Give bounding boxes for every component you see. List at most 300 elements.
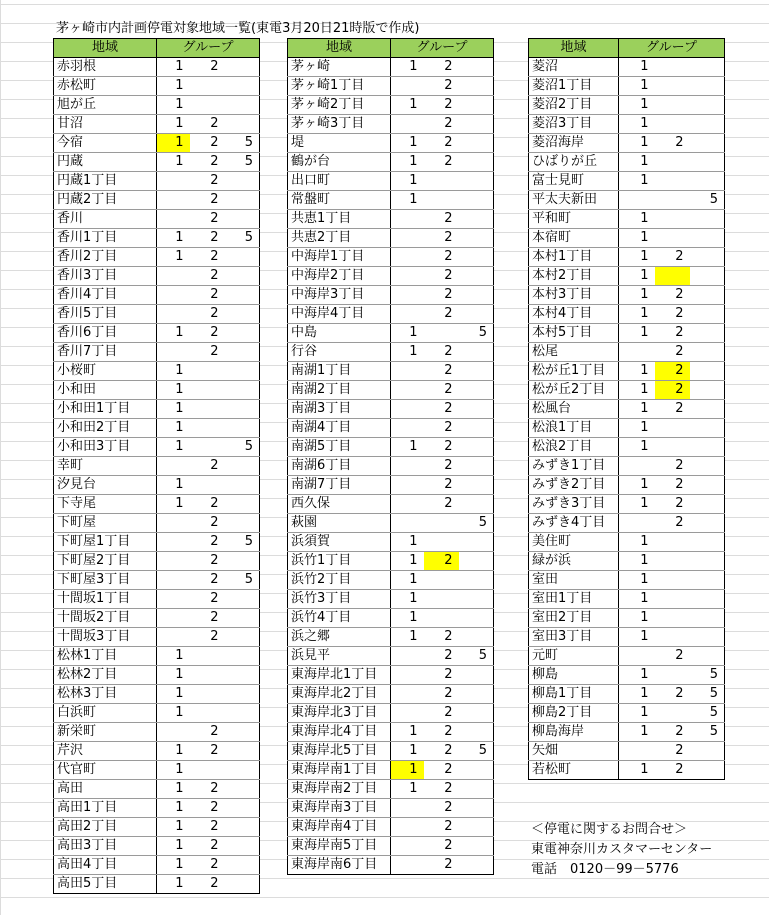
- table-row: [529, 476, 725, 495]
- table-row: [288, 533, 494, 552]
- group-5-cell: [225, 324, 260, 343]
- group-5-cell: [459, 96, 494, 115]
- group-2-cell: [655, 115, 690, 134]
- table-row: [288, 191, 494, 210]
- group-5-cell: 5: [225, 134, 260, 153]
- area-name-cell: 浜竹3丁目: [288, 590, 391, 609]
- group-2-cell: [655, 628, 690, 647]
- group-2-cell: [655, 704, 690, 723]
- group-2-cell: [655, 666, 690, 685]
- group-2-cell: 2: [424, 780, 459, 799]
- group-2-cell: 2: [190, 58, 225, 77]
- group-5-cell: [690, 248, 725, 267]
- group-1-cell: 1: [619, 400, 655, 419]
- group-1-cell: [619, 343, 655, 362]
- group-1-cell: [391, 799, 424, 818]
- group-5-cell: [690, 495, 725, 514]
- group-5-cell: 5: [459, 324, 494, 343]
- table-row: [529, 286, 725, 305]
- group-1-cell: 1: [391, 324, 424, 343]
- area-name-cell: 円蔵2丁目: [54, 191, 157, 210]
- area-name-cell: みずき2丁目: [529, 476, 619, 495]
- group-1-cell: 1: [619, 628, 655, 647]
- group-1-cell: 1: [619, 533, 655, 552]
- table-row: [54, 153, 260, 172]
- area-name-cell: 高田2丁目: [54, 818, 157, 837]
- group-1-cell: 1: [157, 419, 190, 438]
- area-name-cell: 菱沼2丁目: [529, 96, 619, 115]
- table-row: [529, 647, 725, 666]
- group-1-cell: 1: [619, 571, 655, 590]
- group-5-cell: [690, 96, 725, 115]
- group-2-cell: 2: [190, 305, 225, 324]
- area-name-cell: 菱沼海岸: [529, 134, 619, 153]
- group-5-cell: [225, 305, 260, 324]
- group-1-cell: 1: [391, 438, 424, 457]
- group-5-cell: [459, 77, 494, 96]
- group-2-cell: [190, 381, 225, 400]
- group-2-cell: 2: [190, 324, 225, 343]
- group-5-cell: [225, 191, 260, 210]
- group-1-cell: [619, 514, 655, 533]
- group-2-cell: 2: [424, 457, 459, 476]
- group-1-cell: [619, 457, 655, 476]
- group-1-cell: 1: [619, 305, 655, 324]
- area-name-cell: 高田4丁目: [54, 856, 157, 875]
- group-2-cell: [424, 609, 459, 628]
- group-2-cell: 2: [190, 856, 225, 875]
- area-name-cell: 平太夫新田: [529, 191, 619, 210]
- group-5-cell: 5: [690, 723, 725, 742]
- group-5-cell: [225, 590, 260, 609]
- area-name-cell: 南湖2丁目: [288, 381, 391, 400]
- group-2-cell: 2: [424, 476, 459, 495]
- group-5-cell: 5: [459, 742, 494, 761]
- group-1-cell: 1: [391, 590, 424, 609]
- group-5-cell: [690, 742, 725, 761]
- group-5-cell: [459, 628, 494, 647]
- table-row: [54, 381, 260, 400]
- area-name-cell: 香川1丁目: [54, 229, 157, 248]
- area-name-cell: 松浪2丁目: [529, 438, 619, 457]
- group-2-cell: [424, 324, 459, 343]
- area-name-cell: 行谷: [288, 343, 391, 362]
- table-row: [529, 210, 725, 229]
- group-1-cell: [391, 476, 424, 495]
- group-2-cell: 2: [424, 761, 459, 780]
- table-row: [288, 590, 494, 609]
- group-1-cell: 1: [619, 229, 655, 248]
- group-2-cell: 2: [655, 134, 690, 153]
- group-2-cell: [655, 229, 690, 248]
- group-2-cell: 2: [190, 590, 225, 609]
- contact-center: 東電神奈川カスタマーセンター: [531, 842, 713, 857]
- group-2-cell: 2: [190, 875, 225, 894]
- group-5-cell: 5: [225, 533, 260, 552]
- group-2-cell: 2: [190, 628, 225, 647]
- group-1-cell: [391, 362, 424, 381]
- area-name-cell: ひばりが丘: [529, 153, 619, 172]
- group-2-cell: 2: [424, 438, 459, 457]
- group-5-cell: [690, 267, 725, 286]
- area-name-cell: 茅ヶ崎1丁目: [288, 77, 391, 96]
- area-name-cell: 十間坂2丁目: [54, 609, 157, 628]
- table-row: [529, 590, 725, 609]
- group-5-cell: [225, 476, 260, 495]
- group-1-cell: 1: [619, 134, 655, 153]
- group-1-cell: [157, 628, 190, 647]
- area-name-cell: 緑が浜: [529, 552, 619, 571]
- group-2-cell: 2: [424, 286, 459, 305]
- area-name-cell: みずき1丁目: [529, 457, 619, 476]
- table-row: [529, 400, 725, 419]
- area-name-cell: 小和田2丁目: [54, 419, 157, 438]
- group-5-cell: [690, 343, 725, 362]
- table-row: [529, 666, 725, 685]
- table-row: [529, 58, 725, 77]
- table-row: [54, 742, 260, 761]
- table-row: [54, 856, 260, 875]
- group-5-cell: [690, 381, 725, 400]
- group-5-cell: [690, 305, 725, 324]
- group-1-cell: 1: [157, 77, 190, 96]
- table-row: [288, 362, 494, 381]
- area-name-cell: 十間坂1丁目: [54, 590, 157, 609]
- group-1-cell: 1: [619, 362, 655, 381]
- group-5-cell: [225, 400, 260, 419]
- table-row: [288, 134, 494, 153]
- area-name-cell: 矢畑: [529, 742, 619, 761]
- area-name-cell: 香川7丁目: [54, 343, 157, 362]
- table-row: [529, 324, 725, 343]
- group-1-cell: [619, 742, 655, 761]
- table-row: [54, 343, 260, 362]
- group-2-cell: [424, 533, 459, 552]
- group-5-cell: [225, 210, 260, 229]
- group-2-cell: 2: [424, 552, 459, 571]
- area-name-cell: 高田: [54, 780, 157, 799]
- group-1-cell: 1: [619, 210, 655, 229]
- group-1-cell: [619, 647, 655, 666]
- group-1-cell: [391, 248, 424, 267]
- group-2-cell: 2: [655, 514, 690, 533]
- group-2-cell: [190, 761, 225, 780]
- group-5-cell: [690, 609, 725, 628]
- group-5-cell: [459, 134, 494, 153]
- group-2-cell: 2: [424, 96, 459, 115]
- group-2-cell: 2: [424, 305, 459, 324]
- group-5-cell: [225, 267, 260, 286]
- area-name-cell: 白浜町: [54, 704, 157, 723]
- group-2-cell: 2: [424, 704, 459, 723]
- area-name-cell: 出口町: [288, 172, 391, 191]
- group-5-cell: [225, 457, 260, 476]
- table-row: [54, 799, 260, 818]
- table-row: [288, 723, 494, 742]
- table-row: [529, 438, 725, 457]
- area-table-1: [53, 38, 260, 894]
- group-1-cell: 1: [619, 476, 655, 495]
- area-name-cell: 富士見町: [529, 172, 619, 191]
- group-2-cell: [190, 476, 225, 495]
- table-row: [288, 229, 494, 248]
- table-row: [529, 457, 725, 476]
- area-name-cell: 菱沼: [529, 58, 619, 77]
- area-name-cell: 芹沢: [54, 742, 157, 761]
- group-2-cell: 2: [424, 628, 459, 647]
- group-2-cell: [190, 666, 225, 685]
- group-1-cell: 1: [619, 723, 655, 742]
- group-2-cell: [190, 438, 225, 457]
- group-1-cell: 1: [619, 495, 655, 514]
- group-1-cell: [157, 533, 190, 552]
- area-name-cell: 本村2丁目: [529, 267, 619, 286]
- group-2-cell: [190, 362, 225, 381]
- group-2-cell: 2: [655, 381, 690, 400]
- table-row: [54, 305, 260, 324]
- table-row: [529, 685, 725, 704]
- area-name-cell: 菱沼3丁目: [529, 115, 619, 134]
- group-2-cell: 2: [655, 476, 690, 495]
- table-row: [54, 267, 260, 286]
- group-5-cell: [459, 704, 494, 723]
- area-name-cell: 常盤町: [288, 191, 391, 210]
- group-5-cell: [459, 837, 494, 856]
- group-2-cell: 2: [424, 856, 459, 875]
- group-2-cell: 2: [424, 419, 459, 438]
- group-2-cell: 2: [424, 77, 459, 96]
- group-2-cell: 2: [655, 723, 690, 742]
- area-name-cell: 旭が丘: [54, 96, 157, 115]
- area-name-cell: 東海岸北4丁目: [288, 723, 391, 742]
- group-5-cell: [225, 723, 260, 742]
- group-1-cell: 1: [157, 666, 190, 685]
- group-header: グループ: [391, 39, 494, 58]
- area-name-cell: 南湖1丁目: [288, 362, 391, 381]
- area-name-cell: 小桜町: [54, 362, 157, 381]
- area-name-cell: 下町屋3丁目: [54, 571, 157, 590]
- table-row: [529, 552, 725, 571]
- table-row: [288, 153, 494, 172]
- group-2-cell: [190, 77, 225, 96]
- group-5-cell: [690, 172, 725, 191]
- area-name-cell: 室田: [529, 571, 619, 590]
- area-name-cell: 香川5丁目: [54, 305, 157, 324]
- table-row: [529, 343, 725, 362]
- group-2-cell: 2: [190, 495, 225, 514]
- table-row: [54, 609, 260, 628]
- group-1-cell: 1: [157, 96, 190, 115]
- table-row: [529, 248, 725, 267]
- area-name-cell: 東海岸南5丁目: [288, 837, 391, 856]
- table-row: [54, 115, 260, 134]
- group-5-cell: [459, 172, 494, 191]
- group-2-cell: 2: [190, 229, 225, 248]
- group-5-cell: [225, 96, 260, 115]
- group-5-cell: [225, 856, 260, 875]
- table-row: [54, 685, 260, 704]
- group-2-cell: 2: [190, 837, 225, 856]
- table-row: [54, 495, 260, 514]
- table-row: [529, 172, 725, 191]
- table-row: [288, 666, 494, 685]
- group-2-cell: [655, 210, 690, 229]
- table-row: [54, 514, 260, 533]
- group-1-cell: [391, 666, 424, 685]
- area-name-cell: 松尾: [529, 343, 619, 362]
- group-5-cell: [690, 533, 725, 552]
- group-1-cell: 1: [619, 761, 655, 780]
- group-5-cell: [459, 495, 494, 514]
- area-name-cell: 本村3丁目: [529, 286, 619, 305]
- group-2-cell: 2: [655, 457, 690, 476]
- area-name-cell: 松林3丁目: [54, 685, 157, 704]
- group-5-cell: [690, 438, 725, 457]
- area-name-cell: 柳島2丁目: [529, 704, 619, 723]
- group-1-cell: 1: [391, 58, 424, 77]
- group-header: グループ: [619, 39, 725, 58]
- group-2-cell: 2: [190, 172, 225, 191]
- area-name-cell: 中島: [288, 324, 391, 343]
- area-name-cell: 浜竹2丁目: [288, 571, 391, 590]
- area-name-cell: 新栄町: [54, 723, 157, 742]
- table-row: [54, 210, 260, 229]
- area-name-cell: 浜見平: [288, 647, 391, 666]
- group-1-cell: 1: [391, 571, 424, 590]
- table-row: [288, 476, 494, 495]
- group-2-cell: 2: [424, 647, 459, 666]
- group-2-cell: 2: [424, 248, 459, 267]
- group-5-cell: [225, 647, 260, 666]
- table-row: [529, 77, 725, 96]
- area-name-cell: 高田3丁目: [54, 837, 157, 856]
- table-row: [288, 210, 494, 229]
- group-5-cell: [225, 799, 260, 818]
- area-name-cell: 松林1丁目: [54, 647, 157, 666]
- group-1-cell: 1: [157, 780, 190, 799]
- group-1-cell: 1: [157, 58, 190, 77]
- group-2-cell: [655, 191, 690, 210]
- table-row: [54, 666, 260, 685]
- group-1-cell: 1: [619, 58, 655, 77]
- table-row: [529, 153, 725, 172]
- area-name-cell: 松浪1丁目: [529, 419, 619, 438]
- table-row: [529, 191, 725, 210]
- area-name-cell: 本村5丁目: [529, 324, 619, 343]
- group-5-cell: [459, 552, 494, 571]
- group-1-cell: [391, 381, 424, 400]
- group-5-cell: [459, 780, 494, 799]
- area-name-cell: 共恵1丁目: [288, 210, 391, 229]
- group-2-cell: 2: [424, 210, 459, 229]
- group-2-cell: [424, 514, 459, 533]
- group-1-cell: [157, 343, 190, 362]
- table-row: [54, 286, 260, 305]
- group-2-cell: 2: [190, 267, 225, 286]
- group-1-cell: [157, 571, 190, 590]
- group-2-cell: 2: [655, 400, 690, 419]
- group-2-cell: 2: [424, 153, 459, 172]
- group-1-cell: 1: [157, 400, 190, 419]
- table-row: [288, 115, 494, 134]
- group-5-cell: [690, 210, 725, 229]
- group-1-cell: 1: [619, 438, 655, 457]
- group-1-cell: 1: [157, 818, 190, 837]
- table-row: [529, 628, 725, 647]
- table-row: [288, 495, 494, 514]
- area-name-cell: 十間坂3丁目: [54, 628, 157, 647]
- group-5-cell: [459, 571, 494, 590]
- group-1-cell: 1: [157, 153, 190, 172]
- group-5-cell: 5: [225, 229, 260, 248]
- table-row: [529, 704, 725, 723]
- group-2-cell: 2: [190, 115, 225, 134]
- group-1-cell: 1: [157, 115, 190, 134]
- group-1-cell: 1: [157, 476, 190, 495]
- area-name-cell: 円蔵: [54, 153, 157, 172]
- group-5-cell: [690, 400, 725, 419]
- contact-heading: ＜停電に関するお問合せ＞: [531, 822, 688, 837]
- group-1-cell: 1: [157, 381, 190, 400]
- group-5-cell: 5: [690, 704, 725, 723]
- group-5-cell: [690, 476, 725, 495]
- group-2-cell: 2: [190, 533, 225, 552]
- area-name-cell: 幸町: [54, 457, 157, 476]
- group-5-cell: [459, 457, 494, 476]
- group-2-cell: [655, 552, 690, 571]
- table-row: [529, 96, 725, 115]
- group-2-cell: 2: [424, 267, 459, 286]
- group-1-cell: [391, 818, 424, 837]
- group-2-cell: 2: [424, 115, 459, 134]
- table-row: [54, 229, 260, 248]
- group-2-cell: [655, 77, 690, 96]
- group-1-cell: [391, 837, 424, 856]
- group-2-cell: 2: [424, 666, 459, 685]
- group-2-cell: 2: [190, 286, 225, 305]
- area-name-cell: 小和田3丁目: [54, 438, 157, 457]
- area-name-cell: 下町屋1丁目: [54, 533, 157, 552]
- group-5-cell: [459, 400, 494, 419]
- group-1-cell: [391, 229, 424, 248]
- area-name-cell: 中海岸4丁目: [288, 305, 391, 324]
- group-1-cell: 1: [619, 324, 655, 343]
- group-1-cell: 1: [619, 552, 655, 571]
- group-1-cell: [391, 210, 424, 229]
- group-5-cell: [690, 229, 725, 248]
- table-row: [288, 381, 494, 400]
- area-name-cell: 南湖4丁目: [288, 419, 391, 438]
- group-1-cell: 1: [391, 172, 424, 191]
- group-1-cell: 1: [619, 96, 655, 115]
- group-1-cell: [157, 590, 190, 609]
- table-row: [288, 286, 494, 305]
- table-row: [54, 837, 260, 856]
- group-5-cell: [690, 153, 725, 172]
- group-5-cell: [690, 761, 725, 780]
- group-2-cell: [655, 153, 690, 172]
- group-1-cell: [391, 457, 424, 476]
- group-2-cell: 2: [424, 723, 459, 742]
- group-1-cell: 1: [157, 837, 190, 856]
- group-1-cell: 1: [391, 533, 424, 552]
- table-row: [288, 457, 494, 476]
- table-row: [288, 780, 494, 799]
- group-5-cell: [459, 438, 494, 457]
- group-5-cell: [690, 552, 725, 571]
- group-2-cell: 2: [190, 210, 225, 229]
- group-1-cell: 1: [157, 495, 190, 514]
